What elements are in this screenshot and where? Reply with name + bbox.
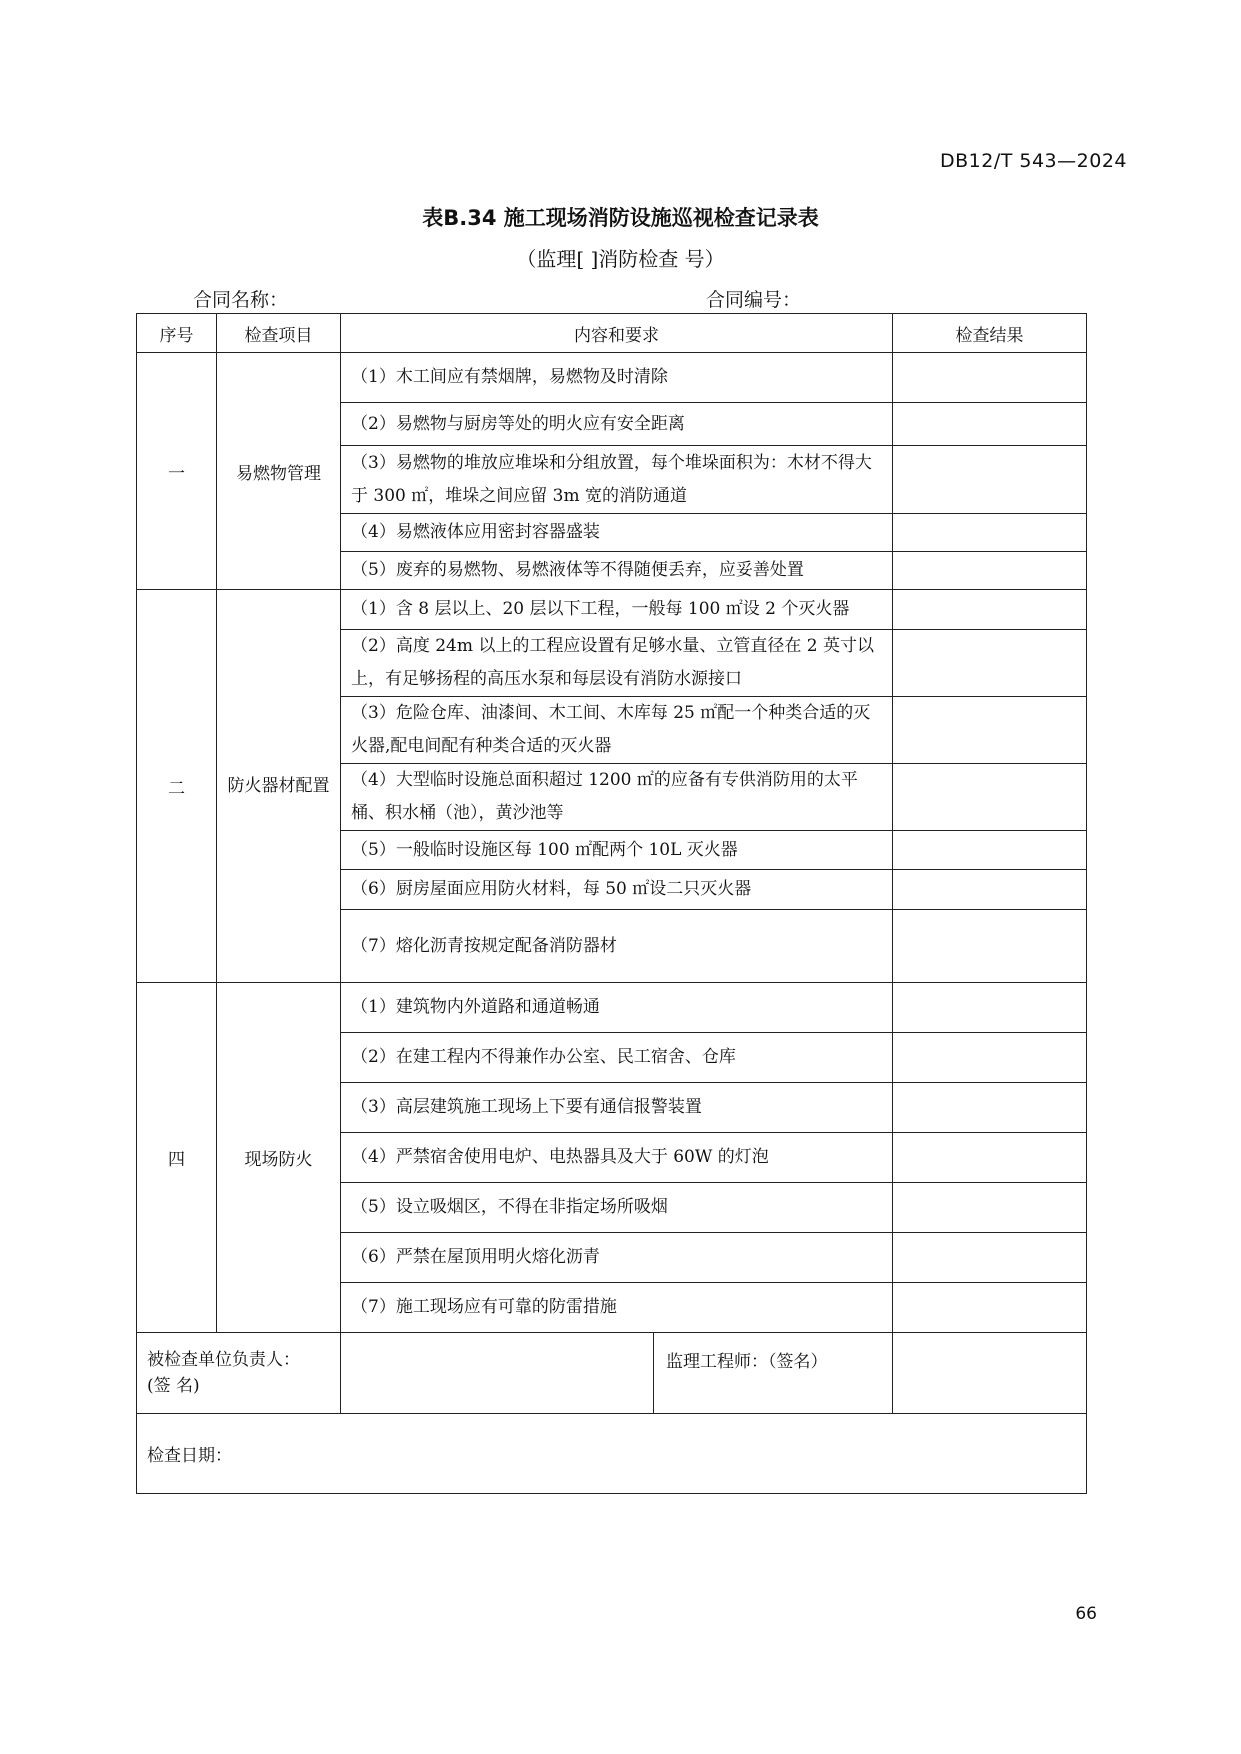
section-no: 二 xyxy=(137,590,217,983)
requirement-cell: （1）建筑物内外道路和通道畅通 xyxy=(341,983,893,1033)
result-cell[interactable] xyxy=(893,1083,1087,1133)
result-cell[interactable] xyxy=(893,910,1087,983)
supervisor-label: 监理工程师：（签名） xyxy=(666,1352,828,1372)
requirement-cell: （2）在建工程内不得兼作办公室、民工宿舍、仓库 xyxy=(341,1033,893,1083)
table-subtitle: （监理[ ]消防检查 号） xyxy=(516,247,725,271)
signature-row xyxy=(137,1333,1087,1414)
section-no: 四 xyxy=(137,983,217,1333)
result-cell[interactable] xyxy=(893,1183,1087,1233)
result-cell[interactable] xyxy=(893,983,1087,1033)
result-cell[interactable] xyxy=(893,446,1087,514)
standard-code: DB12/T 543—2024 xyxy=(939,150,1127,172)
table-title: 表B.34 施工现场消防设施巡视检查记录表 xyxy=(422,206,819,230)
requirement-cell: （3）高层建筑施工现场上下要有通信报警装置 xyxy=(341,1083,893,1133)
result-cell[interactable] xyxy=(893,1233,1087,1283)
requirement-cell: （7）熔化沥青按规定配备消防器材 xyxy=(341,910,893,983)
supervisor-signature-field[interactable] xyxy=(893,1333,1087,1414)
table-header-row xyxy=(137,314,1087,353)
section-item: 现场防火 xyxy=(217,983,341,1333)
requirement-cell: （6）严禁在屋顶用明火熔化沥青 xyxy=(341,1233,893,1283)
result-cell[interactable] xyxy=(893,870,1087,910)
page-number: 66 xyxy=(1075,1604,1097,1624)
requirement-cell: （1）木工间应有禁烟牌，易燃物及时清除 xyxy=(341,353,893,403)
requirement-cell: （4）大型临时设施总面积超过 1200 ㎡的应备有专供消防用的太平桶、积水桶（池），黄沙池等 xyxy=(341,764,893,831)
section-item: 易燃物管理 xyxy=(217,353,341,590)
requirement-cell: （7）施工现场应有可靠的防雷措施 xyxy=(341,1283,893,1333)
table-row xyxy=(137,983,1087,1033)
table-row xyxy=(137,353,1087,403)
inspected-unit-label: 被检查单位负责人： xyxy=(147,1350,300,1370)
inspected-unit-signature-field[interactable] xyxy=(341,1333,654,1413)
requirement-cell: （5）一般临时设施区每 100 ㎡配两个 10L 灭火器 xyxy=(341,831,893,870)
result-cell[interactable] xyxy=(893,552,1087,590)
requirement-cell: （6）厨房屋面应用防火材料，每 50 ㎡设二只灭火器 xyxy=(341,870,893,910)
result-cell[interactable] xyxy=(893,764,1087,831)
result-cell[interactable] xyxy=(893,1283,1087,1333)
requirement-cell: （3）危险仓库、油漆间、木工间、木库每 25 ㎡配一个种类合适的灭火器,配电间配有种类合适的灭火器 xyxy=(341,697,893,764)
result-cell[interactable] xyxy=(893,1033,1087,1083)
inspected-unit-cell xyxy=(137,1333,341,1414)
result-cell[interactable] xyxy=(893,353,1087,403)
result-cell[interactable] xyxy=(893,630,1087,697)
requirement-cell: （2）高度 24m 以上的工程应设置有足够水量、立管直径在 2 英寸以上，有足够扬程的高压水泵和每层设有消防水源接口 xyxy=(341,630,893,697)
inspection-date-label: 检查日期： xyxy=(137,1414,1087,1494)
section-item: 防火器材配置 xyxy=(217,590,341,983)
inspection-table xyxy=(136,313,1087,1494)
requirement-cell: （4）严禁宿舍使用电炉、电热器具及大于 60W 的灯泡 xyxy=(341,1133,893,1183)
inspected-unit-sign: (签 名) xyxy=(147,1376,200,1396)
header-no: 序号 xyxy=(137,314,217,353)
requirement-cell: （3）易燃物的堆放应堆垛和分组放置，每个堆垛面积为：木材不得大于 300 ㎡，堆垛之间应留 3m 宽的消防通道 xyxy=(341,446,893,514)
header-requirement: 内容和要求 xyxy=(341,314,893,353)
result-cell[interactable] xyxy=(893,590,1087,630)
requirement-cell: （5）设立吸烟区，不得在非指定场所吸烟 xyxy=(341,1183,893,1233)
result-cell[interactable] xyxy=(893,1133,1087,1183)
signature-area xyxy=(341,1333,893,1414)
requirement-cell: （4）易燃液体应用密封容器盛装 xyxy=(341,514,893,552)
header-result: 检查结果 xyxy=(893,314,1087,353)
contract-name-label: 合同名称： xyxy=(193,289,289,311)
result-cell[interactable] xyxy=(893,514,1087,552)
requirement-cell: （1）含 8 层以上、20 层以下工程，一般每 100 ㎡设 2 个灭火器 xyxy=(341,590,893,630)
requirement-cell: （2）易燃物与厨房等处的明火应有安全距离 xyxy=(341,403,893,446)
result-cell[interactable] xyxy=(893,403,1087,446)
result-cell[interactable] xyxy=(893,831,1087,870)
requirement-cell: （5）废弃的易燃物、易燃液体等不得随便丢弃，应妥善处置 xyxy=(341,552,893,590)
result-cell[interactable] xyxy=(893,697,1087,764)
date-row xyxy=(137,1414,1087,1494)
header-item: 检查项目 xyxy=(217,314,341,353)
table-row xyxy=(137,590,1087,630)
section-no: 一 xyxy=(137,353,217,590)
contract-number-label: 合同编号： xyxy=(706,289,802,311)
